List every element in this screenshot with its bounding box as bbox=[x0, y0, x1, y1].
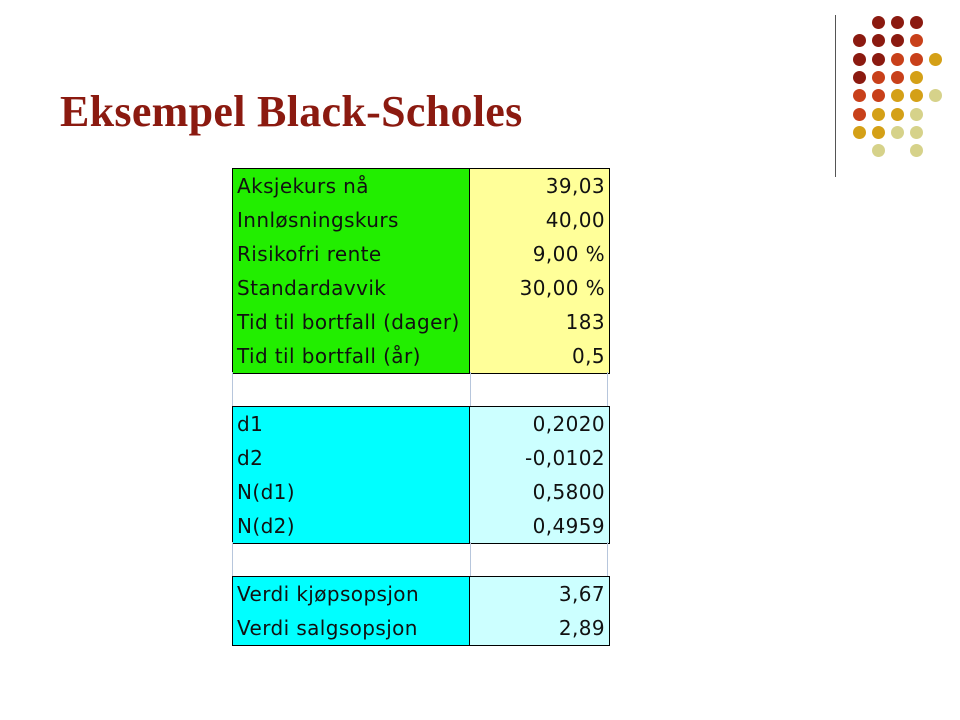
input-value: 0,5 bbox=[470, 339, 610, 373]
spreadsheet-table bbox=[232, 168, 608, 642]
result-label: Verdi salgsopsjon bbox=[233, 611, 470, 645]
input-label: Aksjekurs nå bbox=[233, 169, 470, 203]
decorative-dot bbox=[872, 16, 885, 29]
intermediate-label: d2 bbox=[233, 441, 470, 475]
input-value: 39,03 bbox=[470, 169, 610, 203]
decorative-dot bbox=[872, 144, 885, 157]
decorative-dot bbox=[910, 108, 923, 121]
slide-title: Eksempel Black-Scholes bbox=[60, 87, 523, 136]
decorative-dot bbox=[891, 53, 904, 66]
decorative-dot bbox=[910, 126, 923, 139]
empty-row bbox=[232, 542, 608, 576]
decorative-dot bbox=[872, 126, 885, 139]
decorative-dot bbox=[929, 53, 942, 66]
intermediate-value: -0,0102 bbox=[470, 441, 610, 475]
decorative-dot bbox=[853, 89, 866, 102]
table-row bbox=[233, 611, 609, 645]
decorative-dot bbox=[891, 71, 904, 84]
table-row bbox=[233, 475, 609, 509]
empty-cell bbox=[232, 372, 471, 406]
decorative-dot bbox=[910, 71, 923, 84]
decorative-dot bbox=[910, 34, 923, 47]
decorative-dot bbox=[872, 89, 885, 102]
decorative-dot bbox=[872, 71, 885, 84]
table-row bbox=[233, 441, 609, 475]
input-label: Standardavvik bbox=[233, 271, 470, 305]
decorative-dot bbox=[853, 53, 866, 66]
empty-row bbox=[232, 372, 608, 406]
decorative-dot bbox=[853, 108, 866, 121]
input-value: 40,00 bbox=[470, 203, 610, 237]
input-value: 9,00 % bbox=[470, 237, 610, 271]
decorative-dot bbox=[891, 126, 904, 139]
decorative-dot bbox=[891, 108, 904, 121]
result-value: 2,89 bbox=[470, 611, 610, 645]
decorative-dot bbox=[910, 144, 923, 157]
decorative-dot bbox=[853, 34, 866, 47]
decorative-dot bbox=[891, 34, 904, 47]
table-row bbox=[233, 509, 609, 543]
decorative-dot bbox=[891, 16, 904, 29]
intermediate-value: 0,5800 bbox=[470, 475, 610, 509]
decorative-dot bbox=[929, 89, 942, 102]
decorative-dot bbox=[910, 89, 923, 102]
intermediate-label: N(d2) bbox=[233, 509, 470, 543]
intermediate-value: 0,2020 bbox=[470, 407, 610, 441]
table-row bbox=[233, 203, 609, 237]
decorative-dot bbox=[872, 53, 885, 66]
input-value: 30,00 % bbox=[470, 271, 610, 305]
input-label: Tid til bortfall (dager) bbox=[233, 305, 470, 339]
empty-cell bbox=[232, 542, 471, 576]
intermediate-label: d1 bbox=[233, 407, 470, 441]
divider-line bbox=[835, 15, 836, 177]
empty-cell bbox=[470, 372, 608, 406]
table-row bbox=[233, 237, 609, 271]
input-label: Risikofri rente bbox=[233, 237, 470, 271]
intermediate-label: N(d1) bbox=[233, 475, 470, 509]
decorative-dot bbox=[910, 53, 923, 66]
decorative-dot bbox=[853, 126, 866, 139]
decorative-dot bbox=[872, 108, 885, 121]
table-row bbox=[233, 305, 609, 339]
table-row bbox=[233, 339, 609, 373]
table-row bbox=[233, 577, 609, 611]
intermediate-values-block bbox=[232, 406, 610, 544]
empty-cell bbox=[470, 542, 608, 576]
table-row bbox=[233, 169, 609, 203]
decorative-dot bbox=[910, 16, 923, 29]
result-value: 3,67 bbox=[470, 577, 610, 611]
result-label: Verdi kjøpsopsjon bbox=[233, 577, 470, 611]
decorative-dot bbox=[872, 34, 885, 47]
input-value: 183 bbox=[470, 305, 610, 339]
input-parameters-block bbox=[232, 168, 610, 374]
decorative-dot bbox=[891, 89, 904, 102]
table-row bbox=[233, 271, 609, 305]
decorative-dot bbox=[853, 71, 866, 84]
option-values-block bbox=[232, 576, 610, 646]
input-label: Tid til bortfall (år) bbox=[233, 339, 470, 373]
input-label: Innløsningskurs bbox=[233, 203, 470, 237]
intermediate-value: 0,4959 bbox=[470, 509, 610, 543]
table-row bbox=[233, 407, 609, 441]
